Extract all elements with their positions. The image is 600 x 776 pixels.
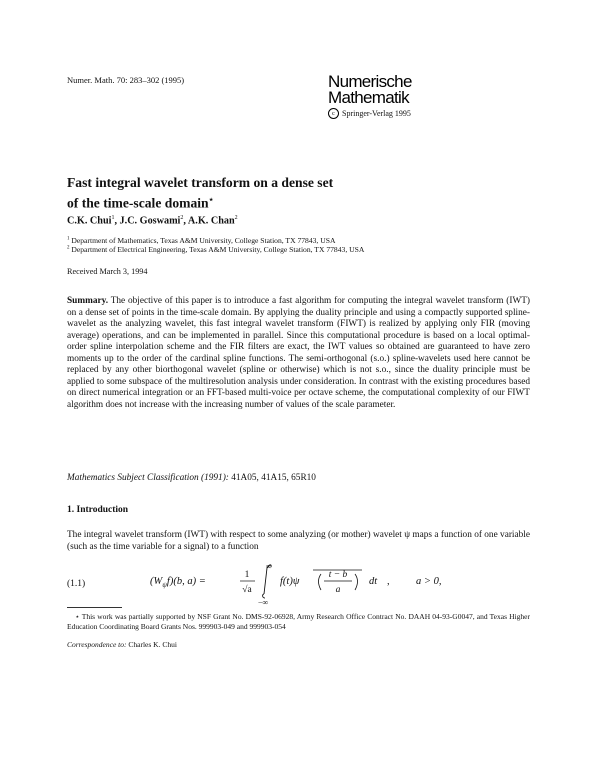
footnote-text: This work was partially supported by NSF Grant No. DMS-92-06928, Army Research Office Contract No. DAAH 04-93-G0047, and Texas Higher Education Coordinating Board Grants Nos. 999903-049 and 999903-054 [67,612,530,631]
affiliation-text: Department of Electrical Engineering, Texas A&M University, College Station, TX 77843, USA [71,245,365,254]
paper-title [67,175,333,212]
author-name: J.C. Goswami [119,215,181,227]
equation-1-1 [150,560,510,606]
subject-classification [67,473,316,483]
eq-lhs-sub: ψ [162,580,167,589]
author-affil-mark: 2 [234,215,238,221]
author-name: C.K. Chui [67,215,112,227]
correspondence [67,640,177,649]
affiliation-text: Department of Mathematics, Texas A&M University, College Station, TX 77843, USA [71,236,336,245]
received-date: Received March 3, 1994 [67,267,148,276]
msc-codes: 41A05, 41A15, 65R10 [231,473,316,483]
title-line2: of the time-scale domain [67,195,209,211]
abstract-text: The objective of this paper is to introduce a fast algorithm for computing the integral wavelet transform (IWT) on a dense set of points in the time-scale domain. By applying the duality principle and using a compactly supported spline-wavelet as the analyzing wavelet, this fast integral wavelet transform (FIWT) is realized by applying only FIR (moving average) operations, and can be implemented in parallel. Since this computational procedure is based on a local optimal-order spline interpolation scheme and the FIR filters are exact, the IWT values so obtained are guaranteed to have zero moments up to the order of the cardinal spline functions. The semi-orthogonal (s.o.) spline-wavelets used here cannot be replaced by any other biorthogonal wavelet (spline or otherwise) which is not s.o., since the duality principle must be applied to some subspace of the multiresolution analysis under consideration. In contrast with the existing procedures based on direct numerical integration or an FFT-based multi-voice per octave scheme, the computational complexity of our FIWT algorithm does not increase with the increasing number of values of the scale parameter. [67,296,530,410]
brand-line2: Mathematik [328,87,409,107]
eq-frac-num: 1 [244,570,250,580]
section-heading: 1. Introduction [67,505,129,515]
title-footnote-mark: ⋆ [208,194,214,204]
footnote-divider [67,607,122,608]
eq-int-lower: −∞ [258,598,269,606]
publisher: Springer-Verlag 1995 [342,109,411,118]
intro-paragraph: The integral wavelet transform (IWT) with respect to some analyzing (or mother) wavelet ψ maps a function of one variable (such as the time variable for a signal) to a function [67,530,530,552]
copyright-icon: c [328,108,339,119]
abstract-label: Summary. [67,296,109,306]
eq-lhs-rest: f)(b, a) = [166,576,206,587]
affiliation [67,245,364,254]
msc-label: Mathematics Subject Classification (1991): [67,473,229,483]
eq-integrand: f(t)ψ [280,576,300,587]
title-line1: Fast integral wavelet transform on a dense set [67,175,334,190]
publisher-line [328,108,512,119]
author-affil-mark: 2 [180,215,184,221]
eq-frac-den: √a [242,585,252,595]
abstract [67,296,530,411]
correspondence-name: Charles K. Chui [128,640,177,649]
journal-citation: Numer. Math. 70: 283–302 (1995) [67,75,185,85]
funding-footnote [67,612,530,631]
eq-lhs: (W [150,576,163,587]
eq-int-upper: ∞ [266,562,272,571]
equation-label: (1.1) [67,579,86,589]
affiliation-number: 1 [67,236,70,242]
eq-inner-num: t − b [328,570,348,580]
eq-condition: a > 0, [416,576,442,587]
author-name: A.K. Chan [187,215,235,227]
footnote-mark: ⋆ [75,612,80,621]
svg-text:(Wψf)(b, a) = [150,576,206,589]
eq-comma: , [387,576,390,587]
brand-line1: Numerische [328,72,412,91]
affiliation-number: 2 [67,245,70,251]
eq-right-paren [355,574,358,590]
eq-inner-den: a [335,585,341,595]
correspondence-label: Correspondence to: [67,640,127,649]
author-list: C.K. Chui$^1$, J.C. Goswami$^2$, A.K. Chan$^2$ [67,215,238,227]
affiliation [67,236,335,245]
author-affil-mark: 1 [111,215,115,221]
eq-left-paren [319,574,322,590]
journal-brand [328,74,512,119]
eq-dt: dt [369,576,378,587]
